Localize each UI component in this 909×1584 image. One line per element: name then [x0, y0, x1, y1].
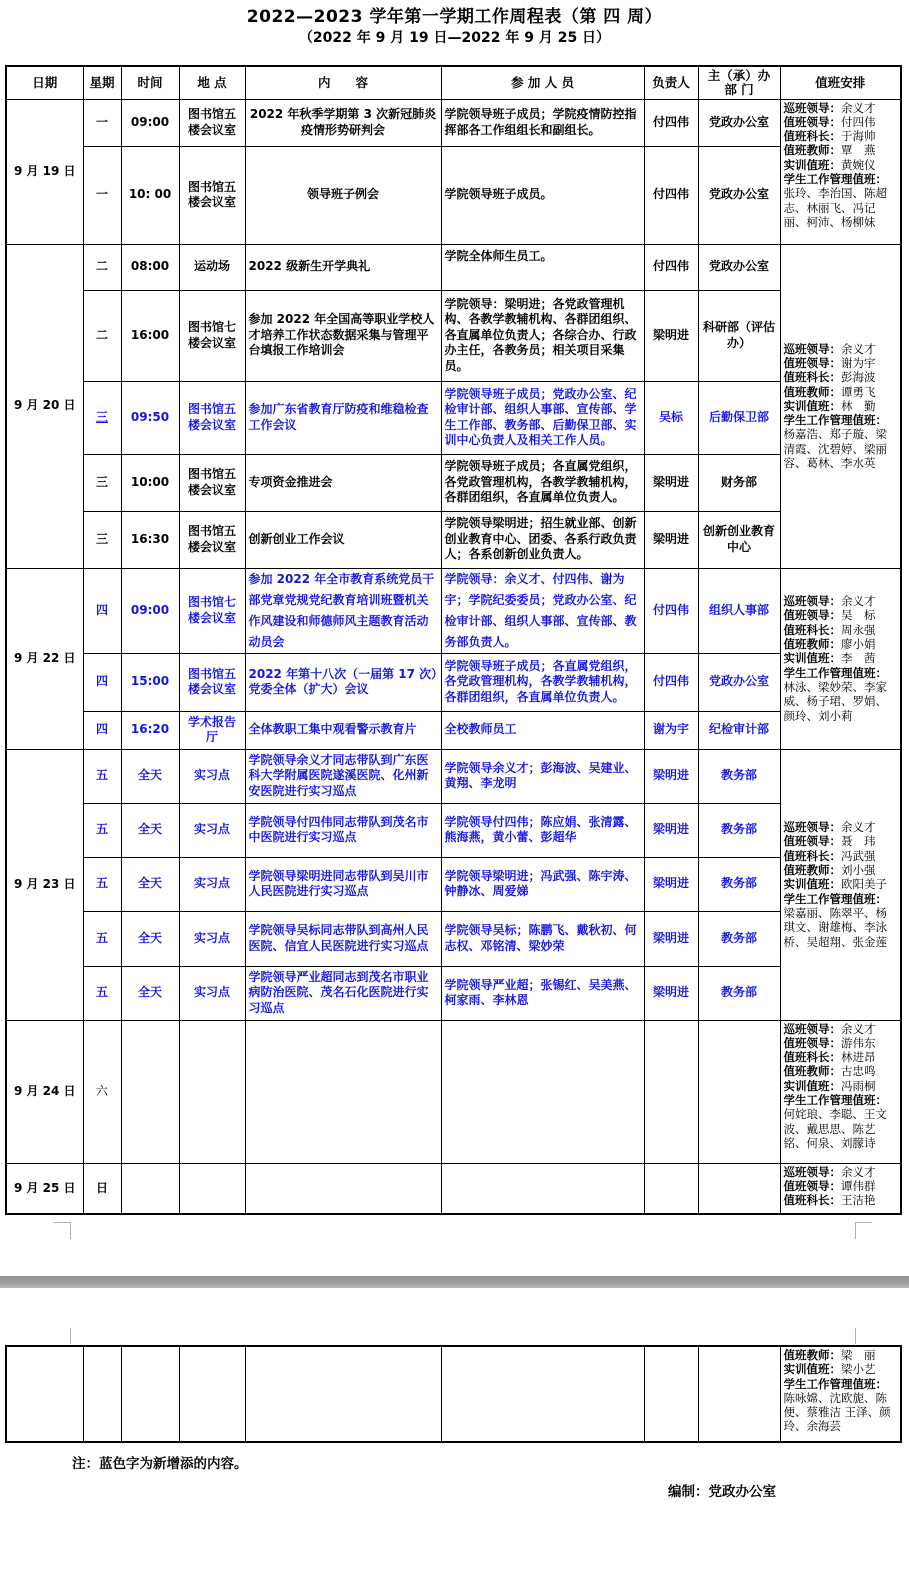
participants-cell: 全校教师员工	[441, 711, 644, 749]
table-row-new	[6, 749, 901, 803]
leader-cell: 吴标	[644, 381, 698, 454]
duty-training: 实训值班：林 勤	[783, 398, 876, 413]
participants-cell: 学院领导余义才；彭海波、吴建业、黄翔、李龙明	[441, 749, 644, 803]
duty-cell	[780, 99, 901, 244]
location-cell: 图书馆七楼会议室	[179, 568, 245, 653]
duty-teacher: 值班教师：梁 丽	[783, 1348, 876, 1362]
location-cell: 实习点	[179, 911, 245, 966]
content-cell: 创新创业工作会议	[245, 511, 441, 568]
participants-cell: 学院领导梁明进；冯武强、陈宇涛、钟静冰、周爱娣	[441, 857, 644, 911]
date-cell: 9 月 25 日	[6, 1163, 83, 1214]
department-cell: 科研部（评估办）	[698, 290, 780, 381]
page-corner-mark	[54, 1328, 71, 1344]
content-cell	[245, 1163, 441, 1214]
duty-leader: 值班领导：谭伟群	[783, 1178, 876, 1193]
department-cell: 党政办公室	[698, 244, 780, 290]
header-duty: 值班安排	[780, 66, 901, 99]
table-row	[6, 244, 901, 290]
time-cell	[121, 1346, 179, 1442]
table-row-new	[6, 911, 901, 966]
content-cell: 参加广东省教育厅防疫和维稳检查工作会议	[245, 381, 441, 454]
weekday-cell: 四	[83, 653, 121, 711]
duty-leader: 值班领导：付四伟	[783, 114, 876, 129]
duty-cell	[780, 749, 901, 1020]
location-cell: 图书馆五楼会议室	[179, 99, 245, 146]
time-cell: 09:00	[121, 568, 179, 653]
weekday-cell: 四	[83, 711, 121, 749]
participants-cell: 学院领导班子成员；学院疫情防控指挥部各工作组组长和副组长。	[441, 99, 644, 146]
department-cell: 党政办公室	[698, 146, 780, 244]
content-cell: 2022 年秋季学期第 3 次新冠肺炎疫情形势研判会	[245, 99, 441, 146]
header-location: 地 点	[179, 66, 245, 99]
location-cell: 图书馆五楼会议室	[179, 381, 245, 454]
department-cell: 纪检审计部	[698, 711, 780, 749]
location-cell: 运动场	[179, 244, 245, 290]
table-row-new	[6, 381, 901, 454]
department-cell: 后勤保卫部	[698, 381, 780, 454]
content-cell: 参加 2022 年全市教育系统党员干部党章党规党纪教育培训班暨机关作风建设和师德师风主题教育活动动员会	[245, 568, 441, 653]
header-weekday: 星期	[83, 66, 121, 99]
content-cell: 2022 级新生开学典礼	[245, 244, 441, 290]
header-date: 日期	[6, 66, 83, 99]
weekday-cell: 五	[83, 857, 121, 911]
duty-cell	[780, 568, 901, 749]
time-cell	[121, 1163, 179, 1214]
location-cell	[179, 1163, 245, 1214]
duty-training: 实训值班：冯雨桐	[783, 1078, 876, 1093]
weekday-cell: 三	[83, 511, 121, 568]
time-cell: 10:00	[121, 454, 179, 511]
content-cell: 2022 年第十八次（一届第 17 次）党委全体（扩大）会议	[245, 653, 441, 711]
weekday-cell: 三	[83, 381, 121, 454]
department-cell: 组织人事部	[698, 568, 780, 653]
location-cell: 实习点	[179, 966, 245, 1020]
date-cell	[6, 1346, 83, 1442]
time-cell: 09:00	[121, 99, 179, 146]
location-cell: 图书馆五楼会议室	[179, 511, 245, 568]
duty-training: 实训值班：梁小艺	[783, 1362, 876, 1377]
time-cell: 16:00	[121, 290, 179, 381]
leader-cell: 付四伟	[644, 244, 698, 290]
table-row-new	[6, 711, 901, 749]
leader-cell: 梁明进	[644, 454, 698, 511]
date-cell: 9 月 22 日	[6, 568, 83, 749]
duty-section-chief: 值班科长：冯武强	[783, 848, 876, 863]
table-row	[6, 1346, 901, 1442]
participants-cell: 学院领导严业超；张锡红、吴美燕、柯家雨、李林恩	[441, 966, 644, 1020]
weekday-cell: 五	[83, 911, 121, 966]
time-cell: 09:50	[121, 381, 179, 454]
participants-cell: 学院领导班子成员；各直属党组织，各党政管理机构，各教学教辅机构，各群团组织，各直属单位负责人。	[441, 454, 644, 511]
content-cell: 领导班子例会	[245, 146, 441, 244]
department-cell	[698, 1346, 780, 1442]
weekday-cell	[83, 1346, 121, 1442]
department-cell: 财务部	[698, 454, 780, 511]
time-cell: 15:00	[121, 653, 179, 711]
content-cell	[245, 1020, 441, 1163]
duty-patrol: 巡班领导：余义才	[783, 1164, 876, 1179]
participants-cell: 学院领导班子成员；党政办公室、纪检审计部、组织人事部、宣传部、学生工作部、教务部、后勤保卫部、实训中心负责人及相关工作人员。	[441, 381, 644, 454]
duty-student-mgmt: 学生工作管理值班： 梁嘉丽、陈翠平、杨琪文、谢雄梅、李泳桥、吴超翔、张金莲	[783, 891, 887, 949]
duty-section-chief: 值班科长：周永强	[783, 622, 876, 637]
weekday-cell: 五	[83, 749, 121, 803]
leader-cell: 谢为宇	[644, 711, 698, 749]
time-cell: 全天	[121, 749, 179, 803]
participants-cell: 学院领导：梁明进；各党政管理机构、各教学教辅机构、各群团组织、各直属单位负责人；各综合办、行政办主任，各教务员；相关项目采集员。	[441, 290, 644, 381]
leader-cell: 梁明进	[644, 911, 698, 966]
weekday-cell: 六	[83, 1020, 121, 1163]
weekday-cell: 四	[83, 568, 121, 653]
department-cell: 教务部	[698, 803, 780, 857]
leader-cell: 梁明进	[644, 803, 698, 857]
table-row	[6, 454, 901, 511]
duty-patrol: 巡班领导：余义才	[783, 820, 876, 835]
duty-leader: 值班领导：聂 玮	[783, 834, 876, 849]
location-cell: 实习点	[179, 803, 245, 857]
page-corner-mark	[54, 1222, 71, 1239]
leader-cell	[644, 1020, 698, 1163]
document-title: 2022—2023 学年第一学期工作周程表（第 四 周）	[246, 7, 663, 27]
weekday-cell: 一	[83, 146, 121, 244]
time-cell: 全天	[121, 803, 179, 857]
table-row	[6, 511, 901, 568]
content-cell: 学院领导严业超同志到茂名市职业病防治医院、茂名石化医院进行实习巡点	[245, 966, 441, 1020]
duty-patrol: 巡班领导：余义才	[783, 594, 876, 609]
location-cell: 图书馆五楼会议室	[179, 454, 245, 511]
table-row-new	[6, 568, 901, 653]
page-break-separator	[0, 1276, 909, 1288]
leader-cell: 付四伟	[644, 568, 698, 653]
duty-leader: 值班领导：游伟东	[783, 1035, 876, 1050]
duty-section-chief: 值班科长：于海帅	[783, 129, 876, 144]
duty-student-mgmt: 学生工作管理值班： 张玲、李治国、陈超志、林丽飞、冯记丽、柯沛、杨柳妹	[783, 171, 887, 229]
duty-student-mgmt: 学生工作管理值班： 陈咏嫦、沈欧旎、陈便、蔡雅洁 王泽、颜玲、余海芸	[783, 1376, 891, 1434]
content-cell: 全体教职工集中观看警示教育片	[245, 711, 441, 749]
duty-patrol: 巡班领导：余义才	[783, 1021, 876, 1036]
header-department: 主（承）办 部 门	[698, 66, 780, 99]
department-cell: 教务部	[698, 966, 780, 1020]
participants-cell	[441, 1346, 644, 1442]
participants-cell	[441, 1020, 644, 1163]
content-cell	[245, 1346, 441, 1442]
participants-cell: 学院领导班子成员；各直属党组织，各党政管理机构，各教学教辅机构，各群团组织，各直属单位负责人。	[441, 653, 644, 711]
department-cell	[698, 1163, 780, 1214]
participants-cell: 学院领导梁明进；招生就业部、创新创业教育中心、团委、各系行政负责人；各系创新创业负责人。	[441, 511, 644, 568]
department-cell: 教务部	[698, 749, 780, 803]
date-cell: 9 月 20 日	[6, 244, 83, 568]
date-cell: 9 月 24 日	[6, 1020, 83, 1163]
leader-cell: 梁明进	[644, 290, 698, 381]
table-row	[6, 146, 901, 244]
location-cell: 图书馆七楼会议室	[179, 290, 245, 381]
leader-cell: 梁明进	[644, 511, 698, 568]
header-content: 内 容	[245, 66, 441, 99]
duty-leader: 值班领导：谢为宇	[783, 355, 876, 370]
document-date-range: （2022 年 9 月 19 日—2022 年 9 月 25 日）	[298, 30, 611, 46]
time-cell: 全天	[121, 966, 179, 1020]
duty-teacher: 值班教师：廖小娟	[783, 637, 876, 652]
duty-student-mgmt: 学生工作管理值班： 杨嘉浩、郑子璇、梁清霞、沈碧婷、梁丽容、葛林、李水英	[783, 413, 887, 471]
participants-cell	[441, 1163, 644, 1214]
content-cell: 参加 2022 年全国高等职业学校人才培养工作状态数据采集与管理平台填报工作培训会	[245, 290, 441, 381]
table-row	[6, 99, 901, 146]
content-cell: 专项资金推进会	[245, 454, 441, 511]
leader-cell	[644, 1163, 698, 1214]
location-cell: 学术报告厅	[179, 711, 245, 749]
page-corner-mark	[855, 1328, 872, 1344]
weekday-cell: 日	[83, 1163, 121, 1214]
location-cell: 实习点	[179, 749, 245, 803]
date-cell: 9 月 19 日	[6, 99, 83, 244]
leader-cell: 梁明进	[644, 749, 698, 803]
duty-student-mgmt: 学生工作管理值班： 何姹琅、李聪、王文波、戴思思、陈艺铭、何泉、刘朦诗	[783, 1092, 887, 1150]
content-cell: 学院领导余义才同志带队到广东医科大学附属医院遂溪医院、化州新安医院进行实习巡点	[245, 749, 441, 803]
duty-cell	[780, 244, 901, 568]
duty-section-chief: 值班科长：王洁艳	[783, 1193, 876, 1208]
header-participants: 参 加 人 员	[441, 66, 644, 99]
leader-cell: 付四伟	[644, 99, 698, 146]
location-cell	[179, 1346, 245, 1442]
duty-cell	[780, 1346, 901, 1442]
participants-cell: 学院领导付四伟；陈应娟、张清露、熊海燕，黄小蕾、彭超华	[441, 803, 644, 857]
duty-patrol: 巡班领导：余义才	[783, 341, 876, 356]
department-cell	[698, 1020, 780, 1163]
duty-teacher: 值班教师：古忠鸣	[783, 1064, 876, 1079]
table-row	[6, 1163, 901, 1214]
table-row-new	[6, 803, 901, 857]
duty-teacher: 值班教师：谭勇飞	[783, 384, 876, 399]
weekday-cell: 二	[83, 244, 121, 290]
duty-section-chief: 值班科长：彭海波	[783, 370, 876, 385]
participants-cell: 学院全体师生员工。	[441, 244, 644, 290]
date-cell: 9 月 23 日	[6, 749, 83, 1020]
leader-cell	[644, 1346, 698, 1442]
duty-cell	[780, 1163, 901, 1214]
table-row	[6, 1020, 901, 1163]
location-cell: 实习点	[179, 857, 245, 911]
time-cell: 16:20	[121, 711, 179, 749]
header-leader: 负责人	[644, 66, 698, 99]
participants-cell: 学院领导：余义才、付四伟、谢为宇；学院纪委委员；党政办公室、纪检审计部、组织人事部、宣传部、教务部负责人。	[441, 568, 644, 653]
schedule-table	[5, 65, 902, 1215]
location-cell	[179, 1020, 245, 1163]
participants-cell: 学院领导班子成员。	[441, 146, 644, 244]
department-cell: 教务部	[698, 857, 780, 911]
header-time: 时间	[121, 66, 179, 99]
schedule-table-continued	[5, 1345, 902, 1443]
page-corner-mark	[855, 1222, 872, 1239]
editor-credit: 编制：党政办公室	[668, 1484, 776, 1500]
header-row	[6, 66, 901, 99]
table-row-new	[6, 966, 901, 1020]
duty-teacher: 值班教师：刘小强	[783, 863, 876, 878]
duty-training: 实训值班：黄婉仪	[783, 157, 876, 172]
content-cell: 学院领导吴标同志带队到高州人民医院、信宜人民医院进行实习巡点	[245, 911, 441, 966]
weekday-cell: 三	[83, 454, 121, 511]
department-cell: 党政办公室	[698, 653, 780, 711]
footnote: 注：蓝色字为新增添的内容。	[72, 1456, 248, 1472]
leader-cell: 付四伟	[644, 146, 698, 244]
duty-patrol: 巡班领导：余义才	[783, 100, 876, 115]
duty-teacher: 值班教师：覃 燕	[783, 143, 876, 158]
table-row-new	[6, 653, 901, 711]
department-cell: 创新创业教育中心	[698, 511, 780, 568]
content-cell: 学院领导付四伟同志带队到茂名市中医院进行实习巡点	[245, 803, 441, 857]
duty-training: 实训值班：欧阳美子	[783, 877, 887, 892]
participants-cell: 学院领导吴标；陈鹏飞、戴秋初、何志权、邓铭清、梁妙荣	[441, 911, 644, 966]
time-cell	[121, 1020, 179, 1163]
time-cell: 全天	[121, 857, 179, 911]
weekday-cell: 五	[83, 803, 121, 857]
duty-training: 实训值班：李 茜	[783, 651, 876, 666]
content-cell: 学院领导梁明进同志带队到吴川市人民医院进行实习巡点	[245, 857, 441, 911]
duty-section-chief: 值班科长：林进昂	[783, 1050, 876, 1065]
leader-cell: 梁明进	[644, 966, 698, 1020]
duty-cell	[780, 1020, 901, 1163]
location-cell: 图书馆五楼会议室	[179, 653, 245, 711]
leader-cell: 梁明进	[644, 857, 698, 911]
table-row-new	[6, 857, 901, 911]
table-row	[6, 290, 901, 381]
weekday-cell: 五	[83, 966, 121, 1020]
duty-student-mgmt: 学生工作管理值班： 林泳、梁妙荣、李家威、杨子珺、罗娟、颜玲、刘小莉	[783, 665, 887, 723]
time-cell: 10: 00	[121, 146, 179, 244]
time-cell: 16:30	[121, 511, 179, 568]
time-cell: 全天	[121, 911, 179, 966]
weekday-cell: 二	[83, 290, 121, 381]
weekday-cell: 一	[83, 99, 121, 146]
department-cell: 教务部	[698, 911, 780, 966]
time-cell: 08:00	[121, 244, 179, 290]
duty-leader: 值班领导：吴 标	[783, 608, 876, 623]
department-cell: 党政办公室	[698, 99, 780, 146]
location-cell: 图书馆五楼会议室	[179, 146, 245, 244]
leader-cell: 付四伟	[644, 653, 698, 711]
